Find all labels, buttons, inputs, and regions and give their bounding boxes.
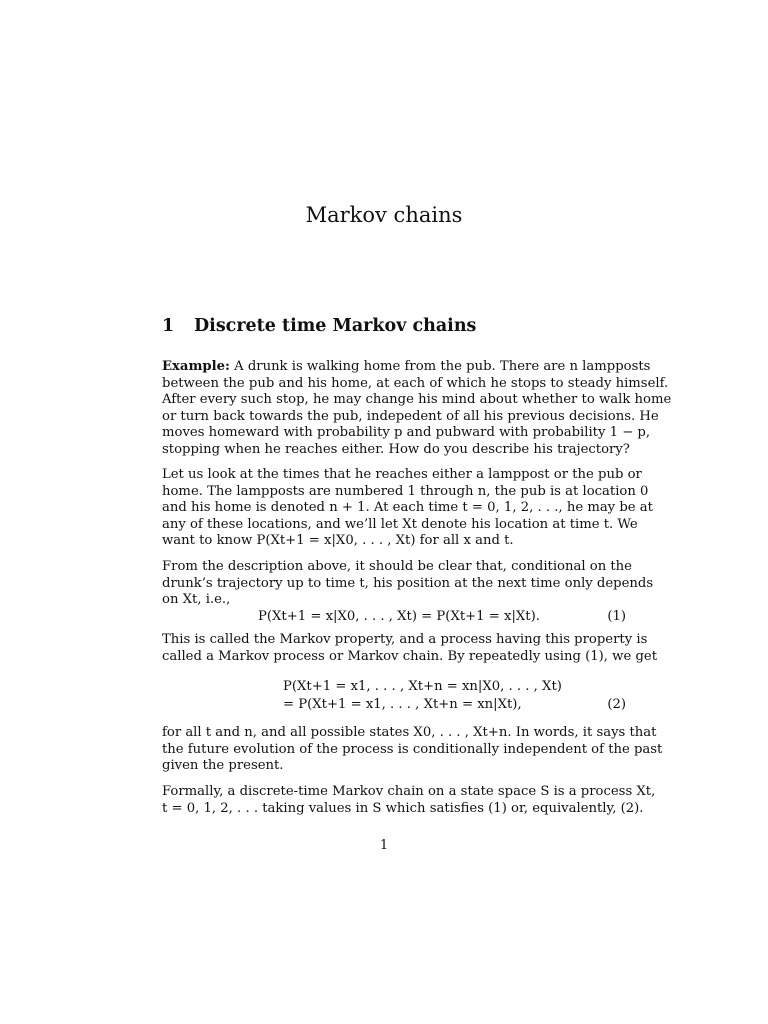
text-line: This is called the Markov property, and a process having this property is [162, 632, 648, 647]
text-line: moves homeward with probability p and pubward with probability 1 − p, [162, 425, 651, 441]
section-number: 1 [162, 316, 175, 336]
example-label: Example: [162, 359, 230, 374]
text-line: the future evolution of the process is conditionally independent of the past [162, 741, 663, 757]
text-line: stopping when he reaches either. How do you describe his trajectory? [162, 441, 630, 457]
text-line: between the pub and his home, at each of which he stops to steady himself. [162, 375, 669, 391]
paragraph-markov-property [162, 632, 657, 665]
text-line: t = 0, 1, 2, . . . taking values in S which satisfies (1) or, equivalently, (2). [162, 800, 644, 816]
equation-1: P(Xt+1 = x|X0, . . . , Xt) = P(Xt+1 = x|Xt). [258, 609, 540, 624]
text-line: Example: A drunk is walking home from the pub. There are n lampposts [162, 359, 651, 374]
text-line: want to know P(Xt+1 = x|X0, . . . , Xt) for all x and t. [162, 533, 514, 549]
paragraph-lampposts [162, 467, 653, 550]
paragraph-formal-definition [162, 784, 656, 817]
page-number: 1 [379, 838, 389, 853]
text-line: called a Markov process or Markov chain. By repeatedly using (1), we get [162, 648, 657, 664]
text-line: or turn back towards the pub, indepedent of all his previous decisions. He [162, 408, 659, 424]
text-line: for all t and n, and all possible states X0, . . . , Xt+n. In words, it says that [162, 725, 657, 740]
text-line: After every such stop, he may change his mind about whether to walk home [162, 392, 672, 408]
document-title: Markov chains [305, 203, 463, 227]
paragraph-description [162, 559, 654, 609]
equation-2-line-2: = P(Xt+1 = x1, . . . , Xt+n = xn|Xt), [283, 697, 522, 712]
text-line: Formally, a discrete-time Markov chain on a state space S is a process Xt, [162, 784, 656, 799]
equation-2-line-1: P(Xt+1 = x1, . . . , Xt+n = xn|X0, . . . , Xt) [283, 679, 562, 694]
text-line: on Xt, i.e., [162, 592, 231, 608]
text-line: home. The lampposts are numbered 1 through n, the pub is at location 0 [162, 483, 649, 499]
equation-1-number: (1) [607, 609, 626, 624]
text-line: and his home is denoted n + 1. At each time t = 0, 1, 2, . . ., he may be at [162, 500, 653, 516]
text-line: Let us look at the times that he reaches either a lamppost or the pub or [162, 467, 642, 482]
paragraph-example [162, 359, 672, 459]
text-line: drunk’s trajectory up to time t, his position at the next time only depends [162, 575, 654, 591]
text-line: From the description above, it should be clear that, conditional on the [162, 559, 632, 574]
text-line: given the present. [162, 758, 284, 774]
section-title: Discrete time Markov chains [194, 316, 477, 336]
text-line: any of these locations, and we’ll let Xt denote his location at time t. We [162, 516, 638, 532]
equation-2-number: (2) [607, 697, 626, 712]
section-heading [162, 316, 476, 336]
paragraph-future-evolution [162, 725, 663, 775]
